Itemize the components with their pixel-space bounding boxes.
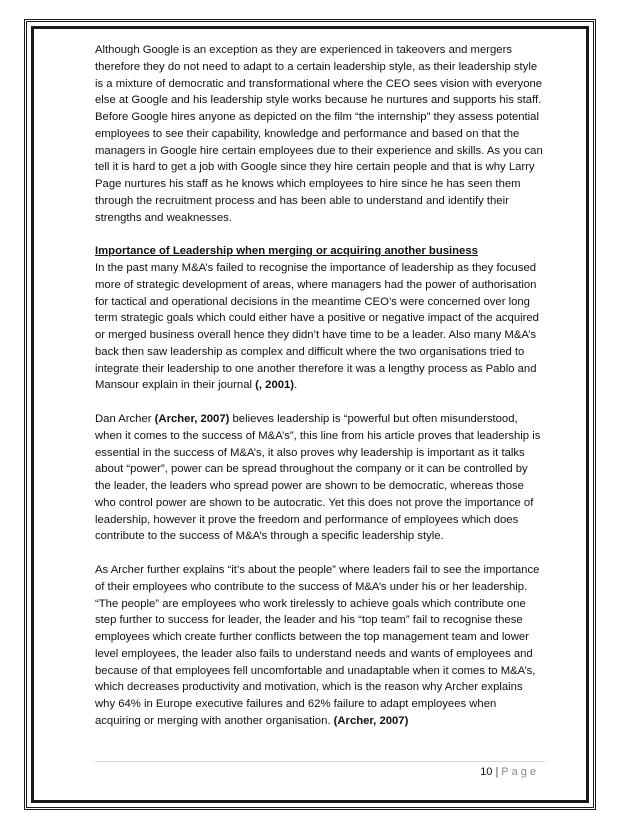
paragraph-text: Dan Archer (95, 413, 155, 425)
document-body (95, 42, 545, 730)
paragraph-gap (95, 226, 545, 243)
citation: (, 2001) (255, 379, 295, 392)
paragraph-text: As Archer further explains “it’s about the people” where leaders fail to see the importance of their employees who contribute to the success of M&A’s under his or her leadership. “The people” are employees who work tirelessly to achieve goals which contribute one step further to success for leader, the leader and his “top team” fail to recognise these employees which create further conflicts between the top management team and lower level employees, the leader also fails to understand needs and wants of employees and because of that employees fell uncomfortable and unadaptable when it comes to M&A’s, which decreases productivity and motivation, which is the reason why Archer explains why 64% in Europe executive failures and 62% failure to adapt employees when acquiring or merging with another organisation. (95, 564, 540, 727)
paragraph-gap (95, 394, 545, 411)
footer-separator: | (495, 766, 499, 778)
paragraph-the-people (95, 562, 545, 730)
paragraph-past-mas (95, 260, 545, 394)
footer-divider (95, 761, 545, 762)
paragraph-end: . (294, 379, 298, 392)
paragraph-text: believes leadership is “powerful but often misunderstood, when it comes to the success of M&A’s”, this line from his article proves that leadership is essential in the success of M&A’s, it also proves why leadership is important as it talks about “power”, power can be spread throughout the company or it can be controlled by the leader, the leaders who spread power are shown to be democratic, whereas those who control power are shown to be autocratic. Yet this does not prove the importance of leadership, however it prove the freedom and performance of employees which does contribute to the success of M&A’s through a specific leadership style. (95, 413, 541, 543)
page-footer (95, 765, 539, 779)
paragraph-gap (95, 545, 545, 562)
page-number: 10 (480, 766, 493, 778)
paragraph-text: In the past many M&A’s failed to recognise the importance of leadership as they focused more of strategic development of areas, where managers had the power of authorisation for tactical and operational decisions in the meantime CEO’s were concerned over long term strategic goals which could either have a positive or negative impact of the acquired or merged business overall hence they didn’t have time to be a leader. Also many M&A’s back then saw leadership as complex and difficult where the two organisations tried to integrate their leadership to one another therefore it was a lengthy process as Pablo and Mansour explain in their journal (95, 262, 539, 392)
section-heading: Importance of Leadership when merging or acquiring another business (95, 245, 478, 258)
paragraph-dan-archer (95, 411, 545, 545)
citation: (Archer, 2007) (154, 413, 230, 425)
page-label: Page (501, 766, 539, 778)
citation: (Archer, 2007) (333, 714, 409, 727)
paragraph-google: Although Google is an exception as they are experienced in takeovers and mergers therefore they do not need to adapt to a certain leadership style, as their leadership style is a mixture of democratic and transformational where the CEO sees vision with everyone else at Google and his leadership style works because he nurtures and supports his staff. Before Google hires anyone as depicted on the film “the internship” they assess potential employees to see their capability, knowledge and performance and based on that the managers in Google hire certain employees due to their experience and skills. As you can tell it is hard to get a job with Google since they hire certain people and that is why Larry Page nurtures his staff as he knows which employees to hire since he has seen them through the recruitment process and has been able to understand and identify their strengths and weaknesses. (95, 44, 543, 224)
